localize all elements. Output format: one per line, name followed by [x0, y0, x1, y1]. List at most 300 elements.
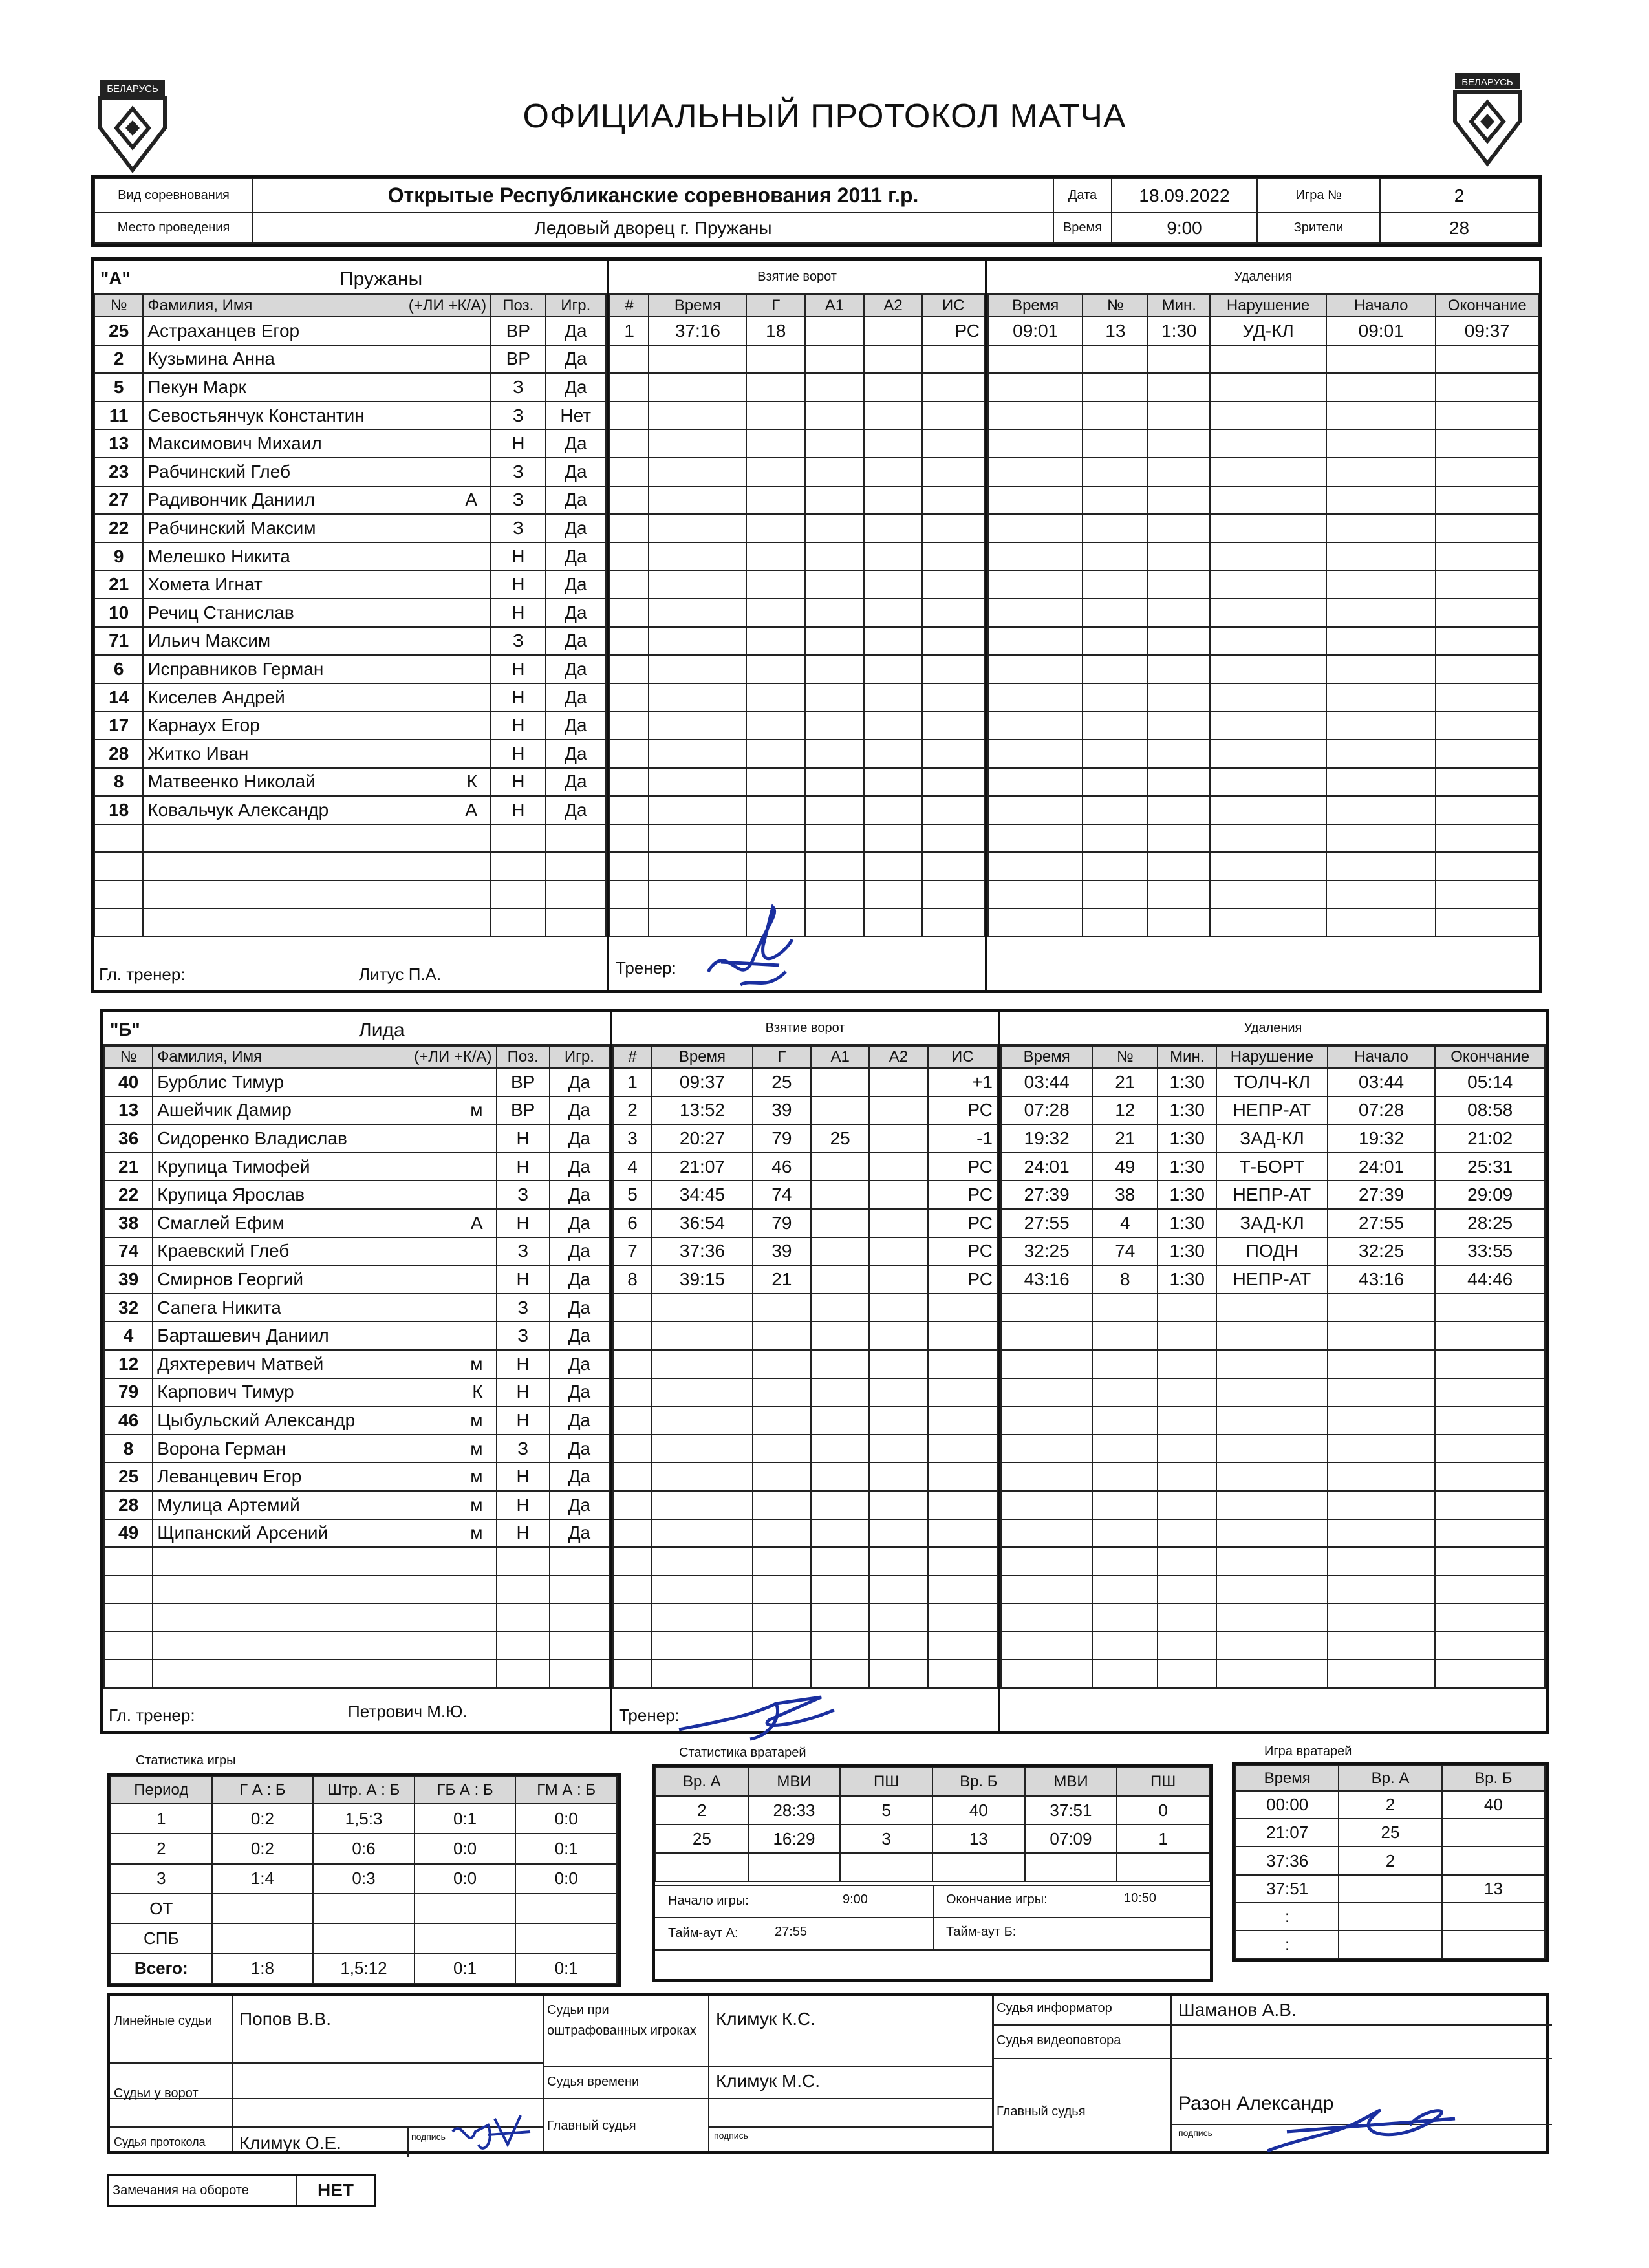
- player-position: Н: [497, 1519, 550, 1548]
- goal-time: 34:45: [652, 1181, 753, 1209]
- goal-row: [610, 599, 984, 627]
- goal-scorer: [746, 599, 805, 627]
- stats-header: Период: [111, 1777, 212, 1804]
- player-name: [153, 1265, 496, 1294]
- player-name: [153, 1547, 496, 1576]
- coach-label: Гл. тренер:: [99, 965, 186, 984]
- table-row: [104, 1181, 609, 1209]
- player-position: Н: [491, 796, 545, 824]
- penalty-player: 13: [1083, 317, 1148, 345]
- player-position: [497, 1632, 550, 1660]
- penalty-infraction: [1210, 599, 1326, 627]
- table-row: [94, 824, 606, 853]
- penalty-player: [1083, 824, 1148, 853]
- goal-row: [613, 1153, 997, 1181]
- player-name-text: Ворона Герман: [157, 1438, 286, 1459]
- end-label: Окончание игры:: [946, 1892, 1048, 1907]
- goal-scorer: 79: [753, 1209, 811, 1237]
- goal-scorer: [746, 683, 805, 712]
- goal-time: [649, 570, 746, 599]
- penalty-player: [1092, 1462, 1158, 1491]
- goal-assist2: [864, 486, 923, 515]
- penalty-minutes: [1148, 345, 1210, 374]
- gkplay-value: 37:51: [1236, 1875, 1339, 1903]
- goal-header: ИС: [922, 295, 984, 317]
- goal-assist1: [805, 317, 864, 345]
- penalty-start: [1328, 1547, 1436, 1576]
- player-role: К: [472, 1382, 483, 1402]
- trainer-signature: [702, 901, 799, 998]
- stats-value: 0:1: [515, 1834, 617, 1863]
- goal-scorer: [753, 1576, 811, 1604]
- goal-row: [610, 486, 984, 515]
- table-row: [104, 1576, 609, 1604]
- goal-situation: РС: [928, 1209, 997, 1237]
- player-name: [143, 824, 491, 853]
- penalty-infraction: [1216, 1378, 1328, 1407]
- gkplay-row: [1236, 1846, 1545, 1874]
- player-played: [550, 1547, 609, 1576]
- player-name: [153, 1576, 496, 1604]
- stats-value: 0:0: [515, 1804, 617, 1834]
- penalty-player: [1092, 1294, 1158, 1322]
- goal-situation: [928, 1660, 997, 1688]
- penalty-player: [1083, 740, 1148, 768]
- player-number: 8: [94, 768, 143, 797]
- goal-time: [649, 768, 746, 797]
- player-played: Да: [550, 1294, 609, 1322]
- penalty-time: [1001, 1462, 1092, 1491]
- player-played: Да: [546, 429, 606, 458]
- penalty-player: 21: [1092, 1124, 1158, 1153]
- goal-situation: [922, 599, 984, 627]
- goal-scorer: [746, 373, 805, 401]
- penalty-infraction: [1210, 345, 1326, 374]
- goal-row: [610, 542, 984, 571]
- penalty-header: Нарушение: [1216, 1046, 1328, 1068]
- goal-scorer: [753, 1603, 811, 1632]
- penalty-start: [1326, 881, 1436, 909]
- penalty-row: [1001, 1350, 1545, 1378]
- player-position: З: [491, 458, 545, 486]
- penalty-time: 24:01: [1001, 1153, 1092, 1181]
- penalty-time: [1001, 1491, 1092, 1519]
- player-name: [153, 1068, 496, 1097]
- table-row: [104, 1124, 609, 1153]
- goal-assist2: [864, 655, 923, 683]
- goal-assist1: [811, 1603, 869, 1632]
- goal-assist2: [869, 1660, 927, 1688]
- table-row: [104, 1547, 609, 1576]
- player-position: Н: [497, 1462, 550, 1491]
- penalty-row: [988, 429, 1538, 458]
- penalty-minutes: [1148, 740, 1210, 768]
- goal-situation: [922, 429, 984, 458]
- page-title: ОФИЦИАЛЬНЫЙ ПРОТОКОЛ МАТЧА: [523, 98, 1126, 135]
- goal-number: [613, 1519, 652, 1548]
- penalty-time: [988, 570, 1083, 599]
- player-number: [94, 852, 143, 881]
- goal-row: [613, 1209, 997, 1237]
- penalty-time: 07:28: [1001, 1097, 1092, 1125]
- goal-situation: [928, 1547, 997, 1576]
- goal-situation: РС: [928, 1237, 997, 1266]
- gkplay-value: 40: [1442, 1791, 1545, 1819]
- player-position: Н: [497, 1153, 550, 1181]
- penalty-minutes: [1148, 683, 1210, 712]
- penalty-minutes: [1158, 1519, 1216, 1548]
- player-number: 40: [104, 1068, 153, 1097]
- table-row: [94, 570, 606, 599]
- goal-scorer: [746, 345, 805, 374]
- player-position: Н: [497, 1491, 550, 1519]
- goal-scorer: [746, 740, 805, 768]
- goal-number: [613, 1435, 652, 1463]
- goal-assist1: [811, 1181, 869, 1209]
- gkplay-row: [1236, 1903, 1545, 1931]
- goal-situation: [922, 514, 984, 542]
- table-row: [94, 401, 606, 430]
- stats-value: 0:0: [415, 1864, 516, 1894]
- penalty-start: [1326, 740, 1436, 768]
- match-info: [91, 175, 1542, 247]
- stats-value: 0:2: [212, 1834, 314, 1863]
- col-name-label: Фамилия, Имя: [157, 1048, 263, 1065]
- goal-time: 21:07: [652, 1153, 753, 1181]
- player-name-text: Радивончик Даниил: [147, 489, 316, 510]
- goal-time: 37:16: [649, 317, 746, 345]
- player-played: Да: [546, 768, 606, 797]
- player-name-text: Пекун Марк: [147, 376, 246, 397]
- goal-time: [652, 1547, 753, 1576]
- penalty-infraction: [1216, 1576, 1328, 1604]
- place-label: Место проведения: [94, 213, 253, 243]
- player-number: 25: [94, 317, 143, 345]
- player-number: 10: [94, 599, 143, 627]
- goal-row: [613, 1462, 997, 1491]
- game-value: 2: [1380, 178, 1538, 213]
- penalty-row: [1001, 1097, 1545, 1125]
- gk-row: [656, 1796, 1209, 1824]
- period-label: 1: [111, 1804, 212, 1834]
- goal-number: 1: [613, 1068, 652, 1097]
- penalty-start: 03:44: [1328, 1068, 1436, 1097]
- player-role: А: [470, 1212, 483, 1233]
- penalty-minutes: [1148, 908, 1210, 937]
- player-name-text: Ковальчук Александр: [147, 799, 329, 820]
- goal-situation: РС: [928, 1265, 997, 1294]
- penalty-time: [1001, 1435, 1092, 1463]
- player-played: Да: [546, 373, 606, 401]
- gk-value: [656, 1853, 748, 1881]
- penalty-time: 32:25: [1001, 1237, 1092, 1266]
- goal-assist2: [864, 401, 923, 430]
- player-name: [153, 1462, 496, 1491]
- player-name-text: Мулица Артемий: [157, 1494, 300, 1515]
- goal-assist1: [805, 627, 864, 656]
- penalty-player: [1092, 1519, 1158, 1548]
- gkplay-value: [1442, 1819, 1545, 1846]
- goal-assist1: [805, 683, 864, 712]
- goal-time: 20:27: [652, 1124, 753, 1153]
- goals-title: Взятие ворот: [609, 261, 985, 294]
- goal-assist1: [805, 711, 864, 740]
- player-position: Н: [491, 429, 545, 458]
- penalty-end: [1436, 824, 1538, 853]
- goal-scorer: [746, 655, 805, 683]
- penalty-row: [1001, 1321, 1545, 1350]
- player-number: 18: [94, 796, 143, 824]
- goal-situation: [922, 711, 984, 740]
- stats-row: [111, 1804, 617, 1834]
- gk-value: [748, 1853, 841, 1881]
- goal-assist1: [805, 486, 864, 515]
- penalty-start: [1326, 599, 1436, 627]
- comp-label: Вид соревнования: [94, 178, 253, 213]
- penalty-minutes: [1158, 1632, 1216, 1660]
- penalty-start: [1328, 1350, 1436, 1378]
- player-played: Да: [546, 317, 606, 345]
- player-name: [153, 1181, 496, 1209]
- penalty-player: [1092, 1435, 1158, 1463]
- penalty-end: 08:58: [1435, 1097, 1545, 1125]
- goal-time: 37:36: [652, 1237, 753, 1266]
- logo-text: БЕЛАРУСЬ: [107, 83, 158, 94]
- penalty-judges-label: Судьи при оштрафованных игроках: [547, 2003, 696, 2038]
- main-judge-signature: [1261, 2099, 1468, 2157]
- player-position: Н: [497, 1406, 550, 1435]
- goal-time: [652, 1406, 753, 1435]
- player-number: 27: [94, 486, 143, 515]
- gkplay-value: [1339, 1875, 1441, 1903]
- player-number: 71: [94, 627, 143, 656]
- penalty-row: [988, 796, 1538, 824]
- penalty-minutes: 1:30: [1158, 1153, 1216, 1181]
- penalty-infraction: [1216, 1294, 1328, 1322]
- goal-number: [610, 824, 649, 853]
- stats-value: 0:0: [515, 1864, 617, 1894]
- goal-row: [613, 1603, 997, 1632]
- goal-header: А2: [864, 295, 923, 317]
- player-name-text: Ильич Максим: [147, 630, 271, 651]
- penalty-start: 32:25: [1328, 1237, 1436, 1266]
- penalty-row: [1001, 1209, 1545, 1237]
- stats-title: Статистика игры: [136, 1753, 236, 1768]
- player-position: З: [497, 1294, 550, 1322]
- penalty-minutes: [1148, 711, 1210, 740]
- goal-scorer: 25: [753, 1068, 811, 1097]
- goal-time: [652, 1321, 753, 1350]
- penalty-end: 09:37: [1436, 317, 1538, 345]
- goal-assist2: [869, 1124, 927, 1153]
- penalty-infraction: Т-БОРТ: [1216, 1153, 1328, 1181]
- penalty-start: 24:01: [1328, 1153, 1436, 1181]
- goal-scorer: 21: [753, 1265, 811, 1294]
- penalty-minutes: [1148, 655, 1210, 683]
- player-name-text: Мелешко Никита: [147, 546, 290, 566]
- player-number: [94, 824, 143, 853]
- stats-value: 1,5:12: [313, 1954, 415, 1984]
- player-role: м: [470, 1100, 483, 1120]
- player-position: Н: [491, 542, 545, 571]
- player-name: [153, 1435, 496, 1463]
- penalty-row: [1001, 1265, 1545, 1294]
- col-name: [143, 295, 491, 317]
- goal-row: [613, 1378, 997, 1407]
- col-no: №: [104, 1046, 153, 1068]
- table-row: [94, 740, 606, 768]
- gk-value: 37:51: [1025, 1796, 1117, 1824]
- penalty-time: [1001, 1660, 1092, 1688]
- penalty-minutes: [1148, 429, 1210, 458]
- penalty-end: [1436, 345, 1538, 374]
- penalty-start: [1328, 1435, 1436, 1463]
- penalty-infraction: [1210, 768, 1326, 797]
- goal-scorer: [753, 1378, 811, 1407]
- penalty-minutes: 1:30: [1158, 1124, 1216, 1153]
- col-name-label: Фамилия, Имя: [147, 297, 253, 314]
- player-played: Да: [546, 655, 606, 683]
- penalty-time: 43:16: [1001, 1265, 1092, 1294]
- goal-assist1: [805, 514, 864, 542]
- goal-scorer: [753, 1321, 811, 1350]
- goal-scorer: [746, 711, 805, 740]
- player-position: Н: [491, 655, 545, 683]
- goal-assist2: [869, 1576, 927, 1604]
- penalty-time: [988, 514, 1083, 542]
- penalty-end: [1436, 570, 1538, 599]
- goal-scorer: [753, 1632, 811, 1660]
- penalty-row: [1001, 1124, 1545, 1153]
- player-name-text: Бурблис Тимур: [157, 1071, 285, 1092]
- gk-row: [656, 1824, 1209, 1853]
- goal-situation: [922, 796, 984, 824]
- player-number: [104, 1603, 153, 1632]
- goal-assist1: [811, 1237, 869, 1266]
- remarks-label: Замечания на обороте: [109, 2176, 296, 2205]
- team-a-section: [91, 257, 1542, 993]
- goal-number: [610, 486, 649, 515]
- player-played: Да: [550, 1378, 609, 1407]
- col-play: Игр.: [546, 295, 606, 317]
- penalties-title: Удаления: [1000, 1012, 1546, 1045]
- player-name: [143, 317, 491, 345]
- penalty-time: [988, 542, 1083, 571]
- player-played: [546, 881, 606, 909]
- gkplay-header: Время: [1236, 1766, 1339, 1791]
- player-name-text: Щипанский Арсений: [157, 1523, 329, 1543]
- goal-time: [649, 514, 746, 542]
- table-row: [94, 514, 606, 542]
- penalty-start: [1326, 768, 1436, 797]
- table-row: [104, 1350, 609, 1378]
- goal-row: [613, 1491, 997, 1519]
- penalty-end: [1435, 1406, 1545, 1435]
- stats-value: 0:3: [313, 1864, 415, 1894]
- goal-header: ИС: [928, 1046, 997, 1068]
- penalty-player: [1083, 852, 1148, 881]
- stats-value: [415, 1894, 516, 1923]
- penalty-row: [988, 711, 1538, 740]
- gk-value: [840, 1853, 932, 1881]
- penalty-infraction: [1216, 1603, 1328, 1632]
- penalty-end: [1436, 458, 1538, 486]
- penalty-infraction: [1210, 570, 1326, 599]
- player-role: м: [470, 1438, 483, 1459]
- player-number: [94, 881, 143, 909]
- penalty-minutes: [1158, 1603, 1216, 1632]
- penalty-infraction: ТОЛЧ-КЛ: [1216, 1068, 1328, 1097]
- penalty-row: [988, 401, 1538, 430]
- goal-number: [613, 1406, 652, 1435]
- table-row: [94, 429, 606, 458]
- team-name: Пружаны: [339, 268, 423, 290]
- team-tag: "А": [100, 268, 131, 288]
- goal-scorer: [753, 1406, 811, 1435]
- penalty-time: [988, 852, 1083, 881]
- goal-time: [649, 458, 746, 486]
- stats-value: 1:8: [212, 1954, 314, 1984]
- time-label: Время: [1053, 213, 1112, 243]
- penalty-player: [1092, 1632, 1158, 1660]
- penalty-player: [1092, 1576, 1158, 1604]
- goal-number: [610, 514, 649, 542]
- penalty-row: [1001, 1632, 1545, 1660]
- penalty-header: №: [1083, 295, 1148, 317]
- penalty-end: [1436, 852, 1538, 881]
- penalty-infraction: [1210, 514, 1326, 542]
- gkplay-row: [1236, 1819, 1545, 1846]
- col-role-label: (+ЛИ +К/А): [414, 1048, 492, 1065]
- goal-number: [610, 796, 649, 824]
- table-row: [94, 373, 606, 401]
- goal-assist1: [805, 429, 864, 458]
- goal-time: [649, 542, 746, 571]
- goal-scorer: [746, 824, 805, 853]
- penalty-minutes: 1:30: [1158, 1265, 1216, 1294]
- penalty-player: [1083, 711, 1148, 740]
- goal-time: [652, 1603, 753, 1632]
- penalty-time: [988, 599, 1083, 627]
- goal-row: [610, 711, 984, 740]
- table-row: [94, 683, 606, 712]
- goal-scorer: [746, 458, 805, 486]
- gk-value: 40: [932, 1796, 1025, 1824]
- goal-assist2: [864, 317, 923, 345]
- goal-situation: [922, 486, 984, 515]
- penalty-infraction: [1216, 1406, 1328, 1435]
- goal-scorer: [746, 486, 805, 515]
- gkplay-row: [1236, 1931, 1545, 1958]
- penalty-infraction: ЗАД-КЛ: [1216, 1124, 1328, 1153]
- player-number: 25: [104, 1462, 153, 1491]
- penalty-start: [1326, 852, 1436, 881]
- goal-scorer: [753, 1294, 811, 1322]
- goal-assist1: [811, 1097, 869, 1125]
- penalty-row: [1001, 1068, 1545, 1097]
- goal-assist1: [805, 655, 864, 683]
- goal-assist2: [869, 1406, 927, 1435]
- table-row: [104, 1209, 609, 1237]
- penalty-time: [1001, 1603, 1092, 1632]
- penalty-minutes: 1:30: [1158, 1181, 1216, 1209]
- goal-assist1: [811, 1294, 869, 1322]
- penalty-infraction: [1216, 1632, 1328, 1660]
- stats-row: [111, 1834, 617, 1863]
- sign-label: подпись: [1178, 2128, 1212, 2138]
- player-played: Да: [546, 486, 606, 515]
- gk-value: 1: [1117, 1824, 1209, 1853]
